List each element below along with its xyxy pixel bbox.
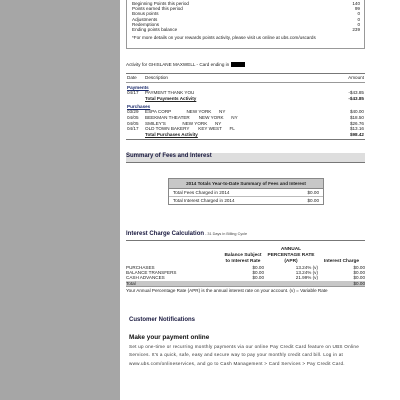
table-row: BALANCE TRANSFERS $0.00 13.24% (v) $0.00 <box>126 270 365 276</box>
header-interest: Interest Charge <box>323 259 360 265</box>
table-row: Total Fees Charged in 2014 $0.00 <box>169 189 323 197</box>
transactions-body <box>126 83 365 140</box>
interest-table-header <box>126 244 365 265</box>
interest-calc-heading <box>126 231 365 241</box>
account-activity-label <box>126 62 365 68</box>
col-date: Date <box>127 75 137 80</box>
fees-summary-heading: Summary of Fees and Interest <box>126 153 365 163</box>
table-row: PURCHASES $0.00 13.24% (v) $0.00 <box>126 264 365 270</box>
interest-total-row: Total $0.00 <box>126 280 365 286</box>
transactions-header <box>126 74 365 83</box>
table-row: 04/05 BEEKMAN THEATER NEW YORK NY $18.50 <box>127 114 364 120</box>
billing-cycle-note: - 31 Days in Billing Cycle <box>204 232 248 236</box>
payments-total-row: Total Payments Activity -$43.85 <box>145 96 364 102</box>
interest-calc-table <box>126 244 365 293</box>
points-row: Adjustments 0 <box>132 16 360 22</box>
left-margin-bar <box>0 0 120 400</box>
points-row: Points earned this period 99 <box>132 6 360 12</box>
table-row: 04/05 SMILEY'S NEW YORK NY $26.76 <box>127 120 364 126</box>
col-amount: Amount <box>348 75 364 80</box>
payments-section-label: Payments <box>127 84 149 90</box>
points-row: Bonus points 0 <box>132 11 360 17</box>
points-note: *For more details on your rewards points activity, please visit us online at ubs.com/uscards <box>132 35 316 41</box>
table-row: 04/17 PAYMENT THANK YOU -$43.85 <box>127 90 364 96</box>
statement-page <box>126 0 365 400</box>
redaction-block <box>231 62 245 67</box>
table-row: CASH ADVANCES $0.00 21.99% (v) $0.00 <box>126 275 365 281</box>
points-row: Beginning Points this period 140 <box>132 1 360 6</box>
transactions-table <box>126 73 365 140</box>
header-apr: ANNUAL PERCENTAGE RATE (APR) <box>267 247 315 265</box>
payment-online-heading: Make your payment online <box>129 334 210 341</box>
purchases-total-row: Total Purchases Activity $98.42 <box>145 131 364 137</box>
customer-notifications-heading: Customer Notifications <box>129 317 196 323</box>
apr-note: Your Annual Percentage Rate (APR) is the annual interest rate on your account. (v) = Variable Rate <box>126 286 365 293</box>
account-holder-text: Activity for GHISLANE MAXWELL - Card ending in <box>126 62 230 67</box>
interest-calc-title: Interest Charge Calculation <box>126 231 205 237</box>
header-balance: Balance Subject to Interest Rate <box>224 253 262 265</box>
fees-summary-box <box>168 178 324 205</box>
table-row: 03/29 ESPA CORP NEW YORK NY $40.00 <box>127 109 364 115</box>
purchases-section-label: Purchases <box>127 103 151 109</box>
fees-box-title: 2014 Totals Year-to-Date Summary of Fees and Interest <box>169 179 323 189</box>
points-row: Ending points balance 239 <box>132 26 360 32</box>
col-description: Description <box>145 75 168 80</box>
points-summary-box <box>126 0 365 49</box>
table-row: 04/17 OLD TOWN BAKERY KEY WEST FL $13.16 <box>127 126 364 132</box>
points-row: Redemptions 0 <box>132 21 360 27</box>
payment-online-text: Set up one-time or recurring monthly payments via our online Pay Credit Card feature on UBS Online Services. It's a quick, safe, easy and secure way to pay your monthly credit card bill. Log in at www.ubs.com/onlineservices, and go to Cash Management > Card Services > Pay Credit Card. <box>129 344 360 366</box>
table-row: Total Interest Charged in 2014 $0.00 <box>173 197 319 203</box>
